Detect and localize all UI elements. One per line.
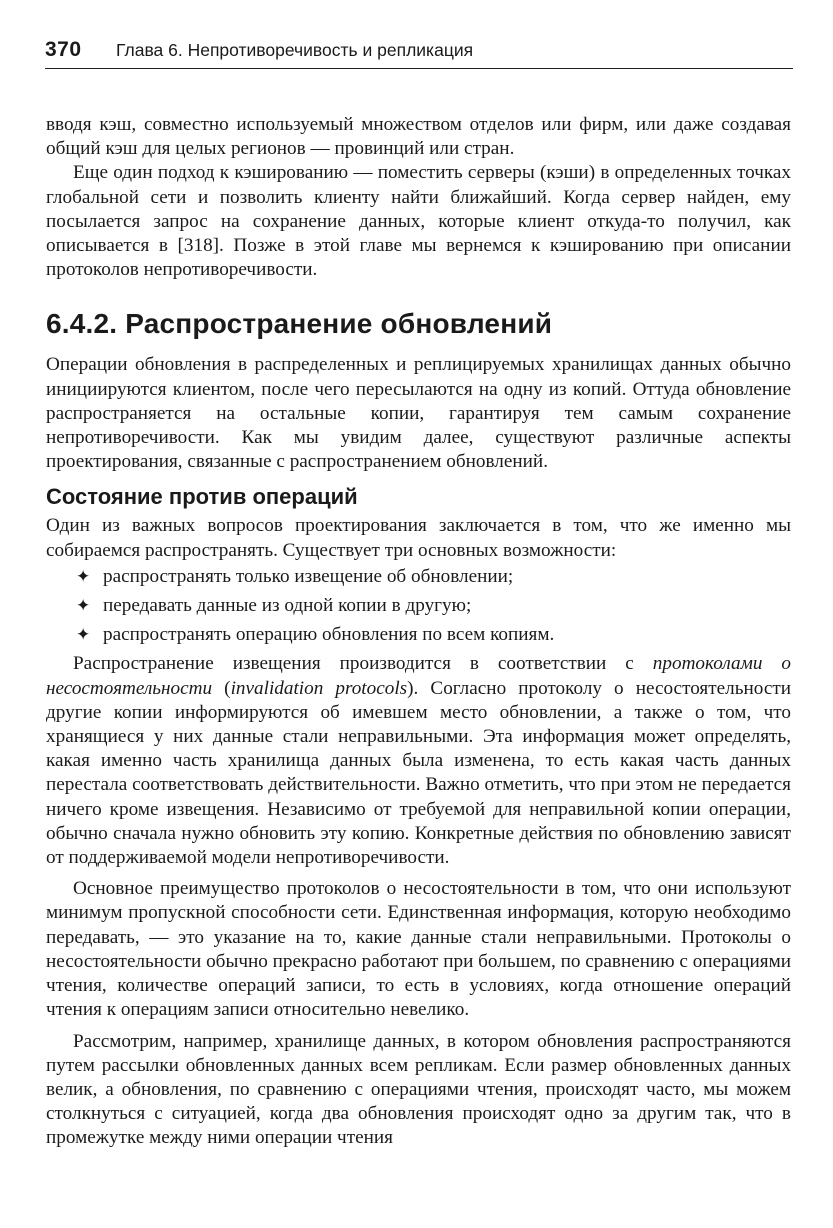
page-number: 370	[45, 38, 82, 61]
four-pointed-star-bullet-icon: ✦	[76, 566, 91, 587]
list-item-text: распространять операцию обновления по всем копиям.	[103, 624, 555, 646]
term-invalidation-protocols-en: invalidation protocols	[230, 677, 408, 699]
four-pointed-star-bullet-icon: ✦	[76, 596, 91, 617]
paragraph-3: Операции обновления в распределенных и реплицируемых хранилищах данных обычно инициируются клиентом, после чего пересылаются на одну из копий. Оттуда обновление распространяется на остальные копии, гарантируя тем самым сохранение непротиворечивости. Как мы увидим далее, существуют различные аспекты проектирования, связанные с распространением обновлений.	[46, 354, 791, 473]
paragraph-5-open-paren: (	[212, 677, 231, 699]
section-heading: 6.4.2. Распространение обновлений	[46, 308, 553, 340]
paragraph-6: Основное преимущество протоколов о несостоятельности в том, что они используют минимум пропускной способности сети. Единственная информация, которую необходимо передавать, — это указание на то, какие данные стали неправильными. Протоколы о несостоятельности обычно прекрасно работают при большем, по сравнению с операциями чтения, количестве операций записи, то есть в условиях, когда отношение операций чтения к операциям записи относительно невелико.	[46, 878, 791, 1021]
list-item-text: распространять только извещение об обновлении;	[103, 565, 514, 587]
term-invalidation-protocols-ru: протоколами о несостоятельности	[46, 653, 791, 699]
paragraph-1: вводя кэш, совместно используемый множеством отделов или фирм, или даже создавая общий кэш для целых регионов — провинций или стран.	[46, 114, 791, 160]
body-text	[46, 113, 791, 1151]
paragraph-4: Один из важных вопросов проектирования заключается в том, что же именно мы собираемся распространять. Существует три основных возможности:	[46, 515, 791, 561]
list-item-text: передавать данные из одной копии в другую;	[103, 595, 472, 617]
subsection-heading: Состояние против операций	[46, 484, 358, 510]
list-item	[76, 565, 791, 589]
list-item	[76, 594, 791, 618]
paragraph-7: Рассмотрим, например, хранилище данных, в котором обновления распространяются путем рассылки обновленных данных всем репликам. Если размер обновленных данных велик, а обновления, по сравнению с операциями чтения, происходят часто, мы можем столкнуться с ситуацией, когда два обновления происходят одно за другим так, что в промежутке между ними операции чтения	[46, 1030, 791, 1149]
bullet-list	[46, 565, 791, 648]
paragraph-5-start: Распространение извещения производится в соответствии с	[73, 653, 653, 675]
chapter-title: Глава 6. Непротиворечивость и репликация	[116, 40, 474, 60]
paragraph-5-rest: ). Согласно протоколу о несостоятельности другие копии информируются об имевшем место обновлении, а также о том, что хранящиеся у них данные стали неправильными. Эта информация может определять, какая именно часть хранилища данных была изменена, то есть какая часть данных перестала соответствовать действительности. Важно отметить, что при этом не передается ничего кроме извещения. Независимо от требуемой для неправильной копии операции, обычно сначала нужно обновить эту копию. Конкретные действия по обновлению зависят от поддерживаемой модели непротиворечивости.	[46, 677, 791, 869]
list-item	[76, 623, 791, 647]
four-pointed-star-bullet-icon: ✦	[76, 625, 91, 646]
paragraph-5	[46, 652, 791, 870]
running-head	[45, 38, 793, 69]
paragraph-2: Еще один подход к кэшированию — поместить серверы (кэши) в определенных точках глобальной сети и позволить клиенту найти ближайший. Когда сервер найден, ему посылается запрос на сохранение данных, которые клиент откуда-то получил, как описывается в [318]. Позже в этой главе мы вернемся к кэшированию при описании протоколов непротиворечивости.	[46, 162, 791, 281]
